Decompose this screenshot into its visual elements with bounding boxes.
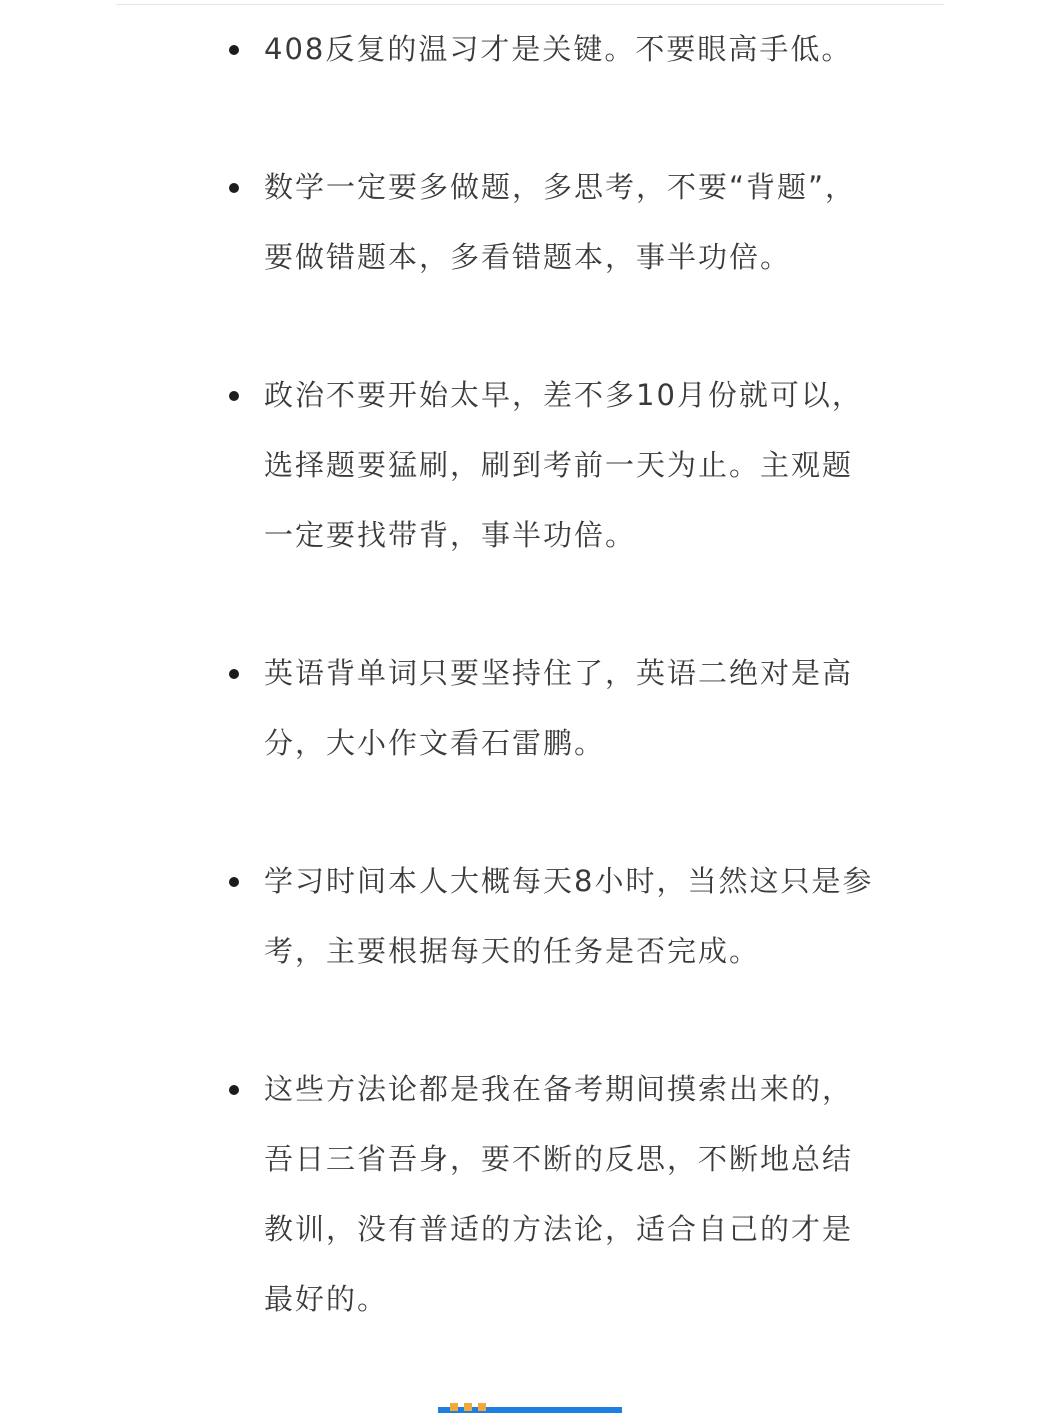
- bullet-icon: [229, 669, 239, 679]
- bullet-icon: [229, 45, 239, 55]
- list-item: [264, 152, 876, 292]
- tip-text: 数学一定要多做题，多思考，不要“背题”，要做错题本，多看错题本，事半功倍。: [264, 170, 857, 274]
- tip-text: 英语背单词只要坚持住了，英语二绝对是高分，大小作文看石雷鹏。: [264, 656, 854, 760]
- list-item: [264, 360, 876, 570]
- bullet-icon: [229, 1085, 239, 1095]
- bullet-icon: [229, 183, 239, 193]
- bullet-icon: [229, 877, 239, 887]
- divider-dot-icon: [478, 1403, 486, 1411]
- bullet-icon: [229, 391, 239, 401]
- divider-dot-icon: [450, 1403, 458, 1411]
- list-item: [264, 846, 876, 986]
- list-item: [264, 14, 876, 84]
- top-divider: [116, 4, 944, 5]
- tip-text: 学习时间本人大概每天8小时，当然这只是参考，主要根据每天的任务是否完成。: [264, 864, 874, 968]
- list-item: [264, 1054, 876, 1334]
- tip-text: 408反复的温习才是关键。不要眼高手低。: [264, 32, 853, 66]
- divider-dot-icon: [464, 1403, 472, 1411]
- section-divider-ornament: [438, 1400, 622, 1414]
- list-item: [264, 638, 876, 778]
- tip-text: 这些方法论都是我在备考期间摸索出来的，吾日三省吾身，要不断的反思，不断地总结教训，没有普适的方法论，适合自己的才是最好的。: [264, 1072, 854, 1316]
- tip-text: 政治不要开始太早，差不多10月份就可以，选择题要猛刷，刷到考前一天为止。主观题一定要找带背，事半功倍。: [264, 378, 863, 552]
